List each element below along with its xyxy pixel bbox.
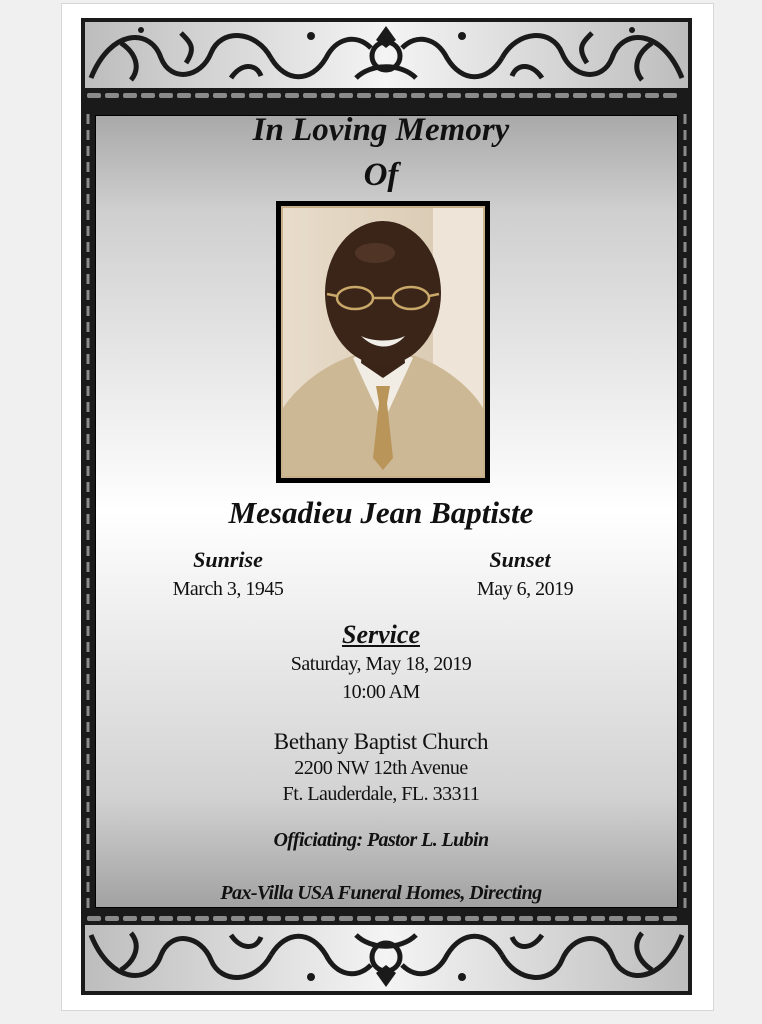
top-ornament-border: [81, 18, 692, 100]
sunrise-label: Sunrise: [193, 547, 263, 572]
service-label: Service: [342, 620, 420, 649]
bottom-ornament-border: [81, 913, 692, 995]
heading-of: Of: [363, 157, 399, 193]
officiating: Officiating: Pastor L. Lubin: [273, 829, 489, 851]
venue-city: Ft. Lauderdale, FL. 33311: [282, 783, 480, 805]
deceased-name: Mesadieu Jean Baptiste: [228, 495, 534, 530]
sunset-label: Sunset: [489, 547, 551, 572]
portrait-photo-icon: [283, 208, 483, 476]
heading-in-loving-memory: In Loving Memory: [252, 112, 510, 148]
sunrise-date: March 3, 1945: [172, 578, 284, 600]
venue-street: 2200 NW 12th Avenue: [294, 757, 468, 779]
directing: Pax-Villa USA Funeral Homes, Directing: [220, 882, 542, 904]
service-day: Saturday, May 18, 2019: [290, 653, 472, 675]
venue-name: Bethany Baptist Church: [273, 729, 489, 754]
service-time: 10:00 AM: [342, 681, 420, 703]
portrait-frame: [276, 201, 490, 483]
portrait-photo: [281, 206, 485, 478]
sunset-date: May 6, 2019: [476, 578, 574, 600]
